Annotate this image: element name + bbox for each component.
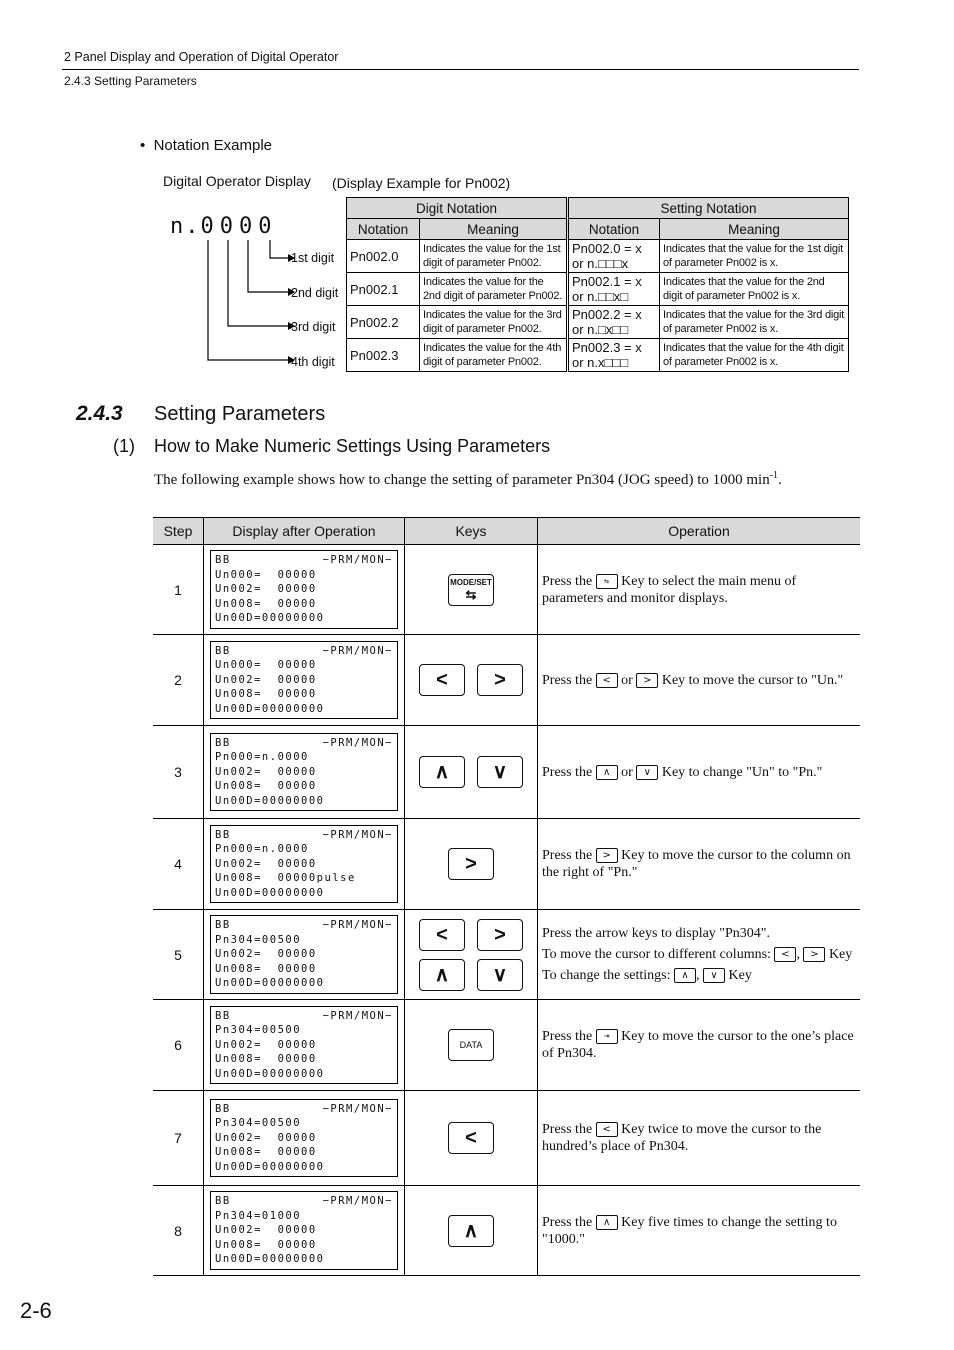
- up-key-icon: ∧: [674, 968, 696, 983]
- setting-meaning: Indicates that the value for the 4th digit of parameter Pn002 is x.: [660, 339, 849, 372]
- step-number: 4: [153, 819, 204, 910]
- operation-cell: Press the < or > Key to move the cursor to "Un.": [538, 635, 861, 726]
- lcd-cell: [204, 819, 405, 910]
- operation-cell: Press the ⇥ Key to move the cursor to the one’s place of Pn304.: [538, 1000, 861, 1091]
- left-key-icon: <: [596, 673, 618, 688]
- digit-label-1: 1st digit: [291, 251, 335, 265]
- lcd-cell: [204, 1000, 405, 1091]
- setting-meaning: Indicates that the value for the 1st digit of parameter Pn002 is x.: [660, 240, 849, 273]
- operation-cell: Press the > Key to move the cursor to the column on the right of "Pn.": [538, 819, 861, 910]
- keys-cell: [405, 726, 538, 819]
- table-row: [153, 819, 860, 910]
- step-number: 2: [153, 635, 204, 726]
- lcd-cell: [204, 910, 405, 1000]
- table-row: [153, 910, 860, 1000]
- col-header-step: Step: [153, 518, 204, 545]
- intro-paragraph: The following example shows how to change the setting of parameter Pn304 (JOG speed) to 1000 $\min^{-1}$.: [154, 470, 782, 488]
- operation-cell: Press the < Key twice to move the cursor to the hundred’s place of Pn304.: [538, 1091, 861, 1186]
- right-key[interactable]: >: [477, 664, 523, 696]
- right-key-icon: >: [636, 673, 658, 688]
- keys-cell: [405, 1000, 538, 1091]
- col-header: Meaning: [660, 219, 849, 240]
- operator-display-value: n.0000: [170, 214, 278, 239]
- lcd-cell: [204, 545, 405, 635]
- table-row: [153, 635, 860, 726]
- col-header-keys: Keys: [405, 518, 538, 545]
- group-header-digit: Digit Notation: [347, 198, 568, 219]
- right-key-icon: >: [596, 848, 618, 863]
- right-key[interactable]: >: [477, 919, 523, 951]
- left-key-icon: <: [774, 947, 796, 962]
- table-row: [347, 273, 849, 306]
- section-header: 2.4.3 Setting Parameters: [64, 74, 197, 88]
- col-header: Meaning: [420, 219, 568, 240]
- up-key[interactable]: ∧: [419, 756, 465, 788]
- setting-meaning: Indicates that the value for the 2nd digit of parameter Pn002 is x.: [660, 273, 849, 306]
- digit-label-3: 3rd digit: [291, 320, 336, 334]
- data-key-icon: ⇥: [596, 1029, 618, 1044]
- step-number: 3: [153, 726, 204, 819]
- down-key-icon: ∨: [703, 968, 725, 983]
- table-row: [153, 1091, 860, 1186]
- setting-notation: Pn002.2 = x or n.□x□□: [568, 306, 660, 339]
- digit-meaning: Indicates the value for the 3rd digit of parameter Pn002.: [420, 306, 568, 339]
- op-line: To move the cursor to different columns: < , > Key: [542, 947, 853, 962]
- up-key-icon: ∧: [596, 765, 618, 780]
- lcd-cell: [204, 726, 405, 819]
- section-number: 2.4.3: [76, 402, 123, 425]
- operator-display-label: Digital Operator Display: [163, 173, 311, 189]
- col-header-operation: Operation: [538, 518, 861, 545]
- col-header: Notation: [347, 219, 420, 240]
- keys-cell: [405, 1091, 538, 1186]
- operation-cell: Press the ∧ or ∨ Key to change "Un" to "Pn.": [538, 726, 861, 819]
- lcd-display: BB −PRM/MON− Pn304=00500 Un002= 00000 Un008= 00000 Un00D=00000000: [210, 1006, 398, 1085]
- step-number: 6: [153, 1000, 204, 1091]
- operation-cell: Press the ⇆ Key to select the main menu of parameters and monitor displays.: [538, 545, 861, 635]
- op-line: To change the settings: ∧ , ∨ Key: [542, 968, 752, 983]
- lcd-cell: [204, 635, 405, 726]
- table-row: [153, 545, 860, 635]
- lcd-cell: [204, 1186, 405, 1276]
- setting-meaning: Indicates that the value for the 3rd digit of parameter Pn002 is x.: [660, 306, 849, 339]
- digit-meaning: Indicates the value for the 2nd digit of parameter Pn002.: [420, 273, 568, 306]
- left-key[interactable]: <: [419, 919, 465, 951]
- down-key[interactable]: ∨: [477, 756, 523, 788]
- lcd-display: BB −PRM/MON− Pn304=01000 Un002= 00000 Un008= 00000 Un00D=00000000: [210, 1191, 398, 1270]
- mode-set-key-icon: ⇆: [596, 574, 618, 589]
- digit-notation: Pn002.1: [347, 273, 420, 306]
- keys-cell: [405, 910, 538, 1000]
- table-row: [347, 306, 849, 339]
- left-key[interactable]: <: [448, 1122, 494, 1154]
- up-key[interactable]: ∧: [419, 959, 465, 991]
- lcd-display: BB −PRM/MON− Pn000=n.0000 Un002= 00000 Un008= 00000pulse Un00D=00000000: [210, 825, 398, 904]
- section-title: Setting Parameters: [154, 403, 326, 425]
- keys-cell: [405, 635, 538, 726]
- subsection-number: (1): [113, 436, 135, 456]
- header-rule: [62, 69, 859, 70]
- operation-cell: [538, 910, 861, 1000]
- subsection-title: How to Make Numeric Settings Using Parameters: [154, 436, 551, 456]
- notation-title: • Notation Example: [140, 137, 272, 154]
- steps-table: [153, 517, 860, 1276]
- lcd-display: BB −PRM/MON− Pn000=n.0000 Un002= 00000 Un008= 00000 Un00D=00000000: [210, 733, 398, 812]
- step-number: 8: [153, 1186, 204, 1276]
- data-key[interactable]: DATA: [448, 1029, 494, 1061]
- table-row: [153, 1186, 860, 1276]
- table-row: [153, 726, 860, 819]
- setting-notation: Pn002.1 = x or n.□□x□: [568, 273, 660, 306]
- digit-label-4: 4th digit: [291, 355, 335, 369]
- right-key-icon: >: [803, 947, 825, 962]
- table-row: [347, 240, 849, 273]
- keys-cell: [405, 819, 538, 910]
- operation-cell: Press the ∧ Key five times to change the setting to "1000.": [538, 1186, 861, 1276]
- left-key-icon: <: [596, 1122, 618, 1137]
- display-example-label: (Display Example for Pn002): [332, 175, 511, 191]
- mode-set-key[interactable]: MODE/SET ⇆: [448, 574, 494, 606]
- digit-meaning: Indicates the value for the 1st digit of parameter Pn002.: [420, 240, 568, 273]
- lcd-display: BB −PRM/MON− Pn304=00500 Un002= 00000 Un008= 00000 Un00D=00000000: [210, 915, 398, 994]
- digit-notation: Pn002.0: [347, 240, 420, 273]
- table-row: [153, 1000, 860, 1091]
- step-number: 1: [153, 545, 204, 635]
- digit-notation: Pn002.3: [347, 339, 420, 372]
- page-number: 2-6: [20, 1298, 52, 1323]
- op-line: Press the arrow keys to display "Pn304".: [542, 926, 771, 941]
- digit-notation: Pn002.2: [347, 306, 420, 339]
- setting-notation: Pn002.3 = x or n.x□□□: [568, 339, 660, 372]
- keys-cell: [405, 545, 538, 635]
- notation-table: [346, 197, 849, 372]
- digit-meaning: Indicates the value for the 4th digit of parameter Pn002.: [420, 339, 568, 372]
- setting-notation: Pn002.0 = x or n.□□□x: [568, 240, 660, 273]
- right-key[interactable]: >: [448, 848, 494, 880]
- left-key[interactable]: <: [419, 664, 465, 696]
- lcd-cell: [204, 1091, 405, 1186]
- chapter-header: 2 Panel Display and Operation of Digital Operator: [64, 50, 339, 64]
- step-number: 5: [153, 910, 204, 1000]
- down-key-icon: ∨: [636, 765, 658, 780]
- lcd-display: BB −PRM/MON− Un000= 00000 Un002= 00000 Un008= 00000 Un00D=00000000: [210, 550, 398, 629]
- down-key[interactable]: ∨: [477, 959, 523, 991]
- digit-label-2: 2nd digit: [291, 286, 339, 300]
- step-number: 7: [153, 1091, 204, 1186]
- lcd-display: BB −PRM/MON− Un000= 00000 Un002= 00000 Un008= 00000 Un00D=00000000: [210, 641, 398, 720]
- col-header: Notation: [568, 219, 660, 240]
- col-header-display: Display after Operation: [204, 518, 405, 545]
- up-key[interactable]: ∧: [448, 1215, 494, 1247]
- group-header-setting: Setting Notation: [568, 198, 849, 219]
- lcd-display: BB −PRM/MON− Pn304=00500 Un002= 00000 Un008= 00000 Un00D=00000000: [210, 1099, 398, 1178]
- up-key-icon: ∧: [596, 1215, 618, 1230]
- table-row: [347, 339, 849, 372]
- keys-cell: [405, 1186, 538, 1276]
